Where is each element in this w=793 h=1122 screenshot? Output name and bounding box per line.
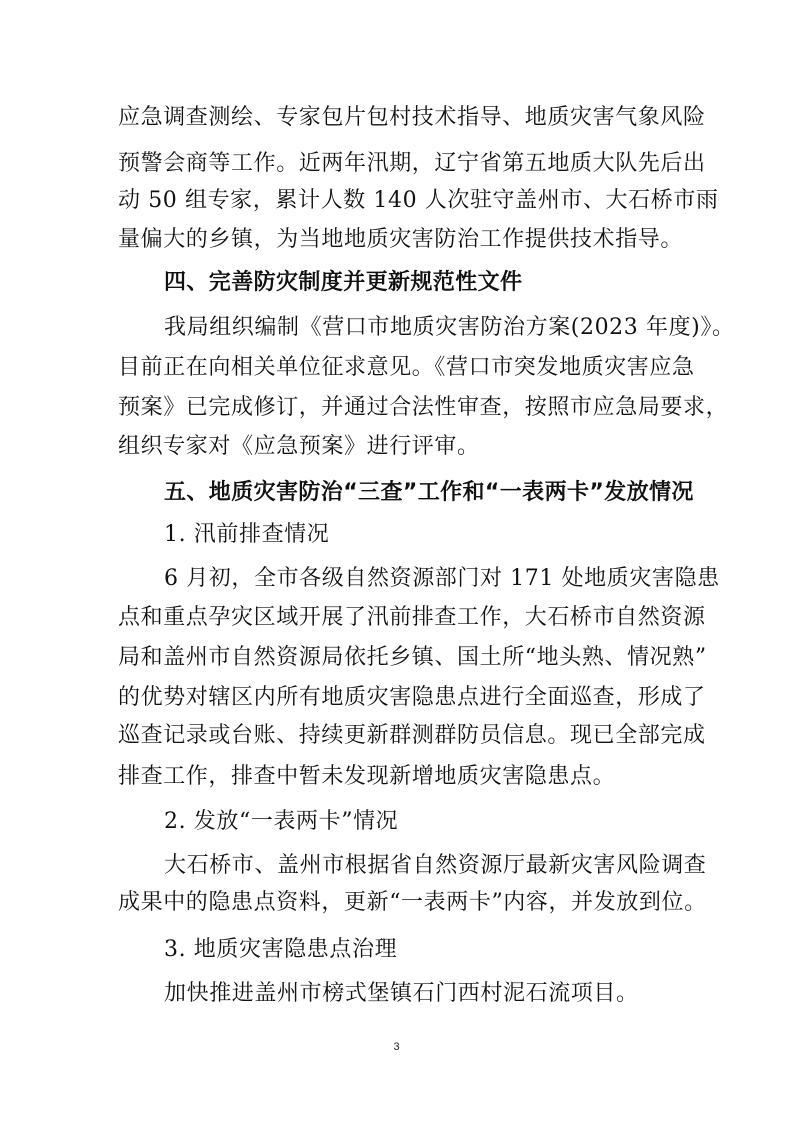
paragraph-line: 应急调查测绘、专家包片包村技术指导、地质灾害气象风险 — [118, 105, 706, 130]
paragraph-line: 6 月初，全市各级自然资源部门对 171 处地质灾害隐患 — [164, 566, 720, 591]
subsection-heading-1: 1. 汛前排查情况 — [164, 522, 330, 547]
subsection-heading-3: 3. 地质灾害隐患点治理 — [164, 937, 398, 962]
paragraph-line: 成果中的隐患点资料，更新“一表两卡”内容，并发放到位。 — [118, 890, 707, 915]
paragraph-line: 预警会商等工作。近两年汛期，辽宁省第五地质大队先后出 — [118, 151, 706, 176]
page-number: 3 — [393, 1041, 400, 1053]
paragraph-line: 排查工作，排查中暂未发现新增地质灾害隐患点。 — [118, 764, 616, 789]
paragraph-line: 组织专家对《应急预案》进行评审。 — [118, 434, 480, 459]
paragraph-line: 预案》已完成修订，并通过合法性审查，按照市应急局要求， — [118, 395, 729, 420]
paragraph-line: 巡查记录或台账、持续更新群测群防员信息。现已全部完成 — [118, 723, 706, 748]
paragraph-line: 局和盖州市自然资源局依托乡镇、国土所“地头熟、情况熟” — [118, 645, 707, 670]
subsection-heading-2: 2. 发放“一表两卡”情况 — [164, 809, 399, 834]
section-heading-4: 四、完善防灾制度并更新规范性文件 — [164, 270, 523, 295]
paragraph-line: 大石桥市、盖州市根据省自然资源厅最新灾害风险调查 — [164, 853, 707, 878]
paragraph-line: 加快推进盖州市榜式堡镇石门西村泥石流项目。 — [164, 981, 639, 1006]
paragraph-line: 目前正在向相关单位征求意见。《营口市突发地质灾害应急 — [118, 355, 695, 380]
paragraph-line: 量偏大的乡镇，为当地地质灾害防治工作提供技术指导。 — [118, 227, 684, 252]
section-heading-5: 五、地质灾害防治“三查”工作和“一表两卡”发放情况 — [164, 480, 694, 505]
paragraph-line: 的优势对辖区内所有地质灾害隐患点进行全面巡查，形成了 — [118, 685, 706, 710]
paragraph-line: 点和重点孕灾区域开展了汛前排查工作，大石桥市自然资源 — [118, 605, 706, 630]
paragraph-line: 动 50 组专家，累计人数 140 人次驻守盖州市、大石桥市雨 — [118, 188, 719, 213]
paragraph-line: 我局组织编制《营口市地质灾害防治方案(2023 年度)》。 — [164, 315, 735, 340]
